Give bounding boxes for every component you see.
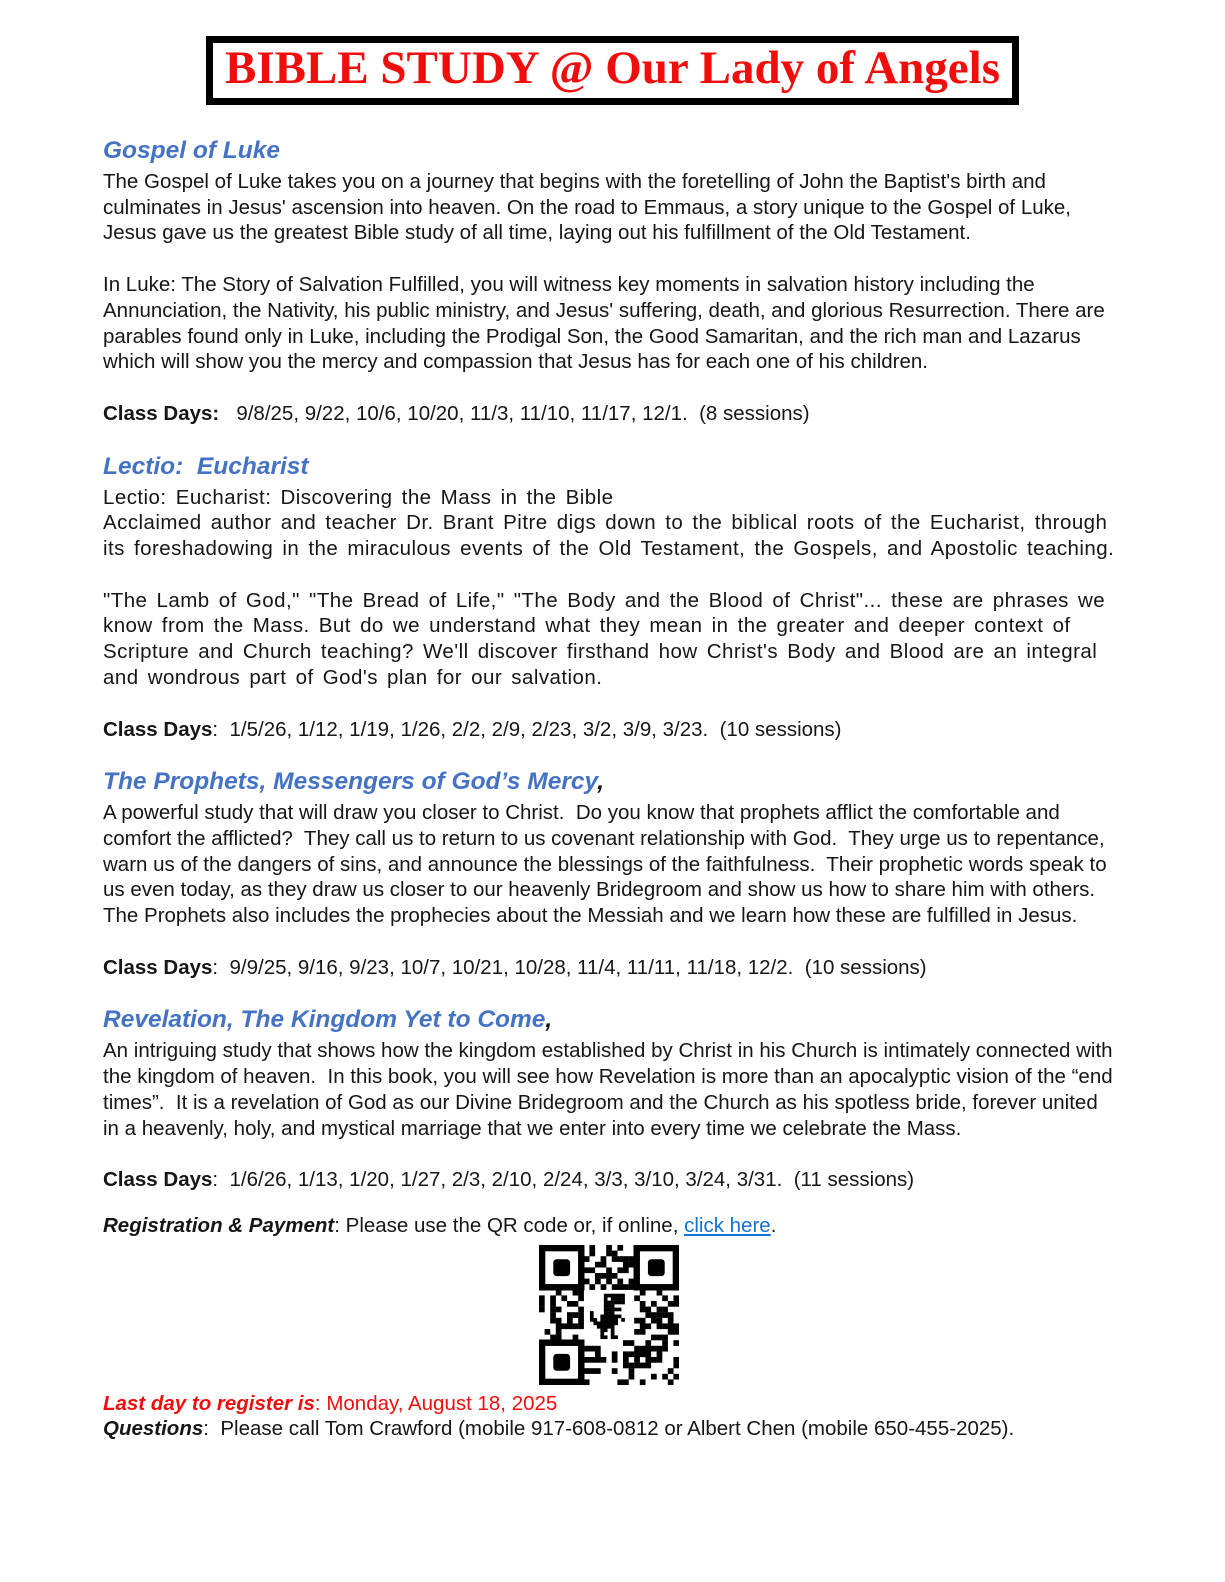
section-gospel-of-luke xyxy=(103,136,1115,427)
last-day-date: : Monday, August 18, 2025 xyxy=(314,1391,558,1415)
click-here-link[interactable]: click here xyxy=(684,1213,771,1237)
content-column xyxy=(103,136,1119,1442)
class-days-label: Class Days xyxy=(103,955,213,979)
heading-text: Lectio: Eucharist xyxy=(103,452,309,480)
last-day-line xyxy=(103,1391,1115,1417)
paragraph: A powerful study that will draw you closer to Christ. Do you know that prophets afflict the comfortable and comfort the afflicted? They call us to return to us covenant relationship with God. They urge us to repentance, warn us of the dangers of sins, and announce the blessings of the faithfulness. Their prophetic words speak to us even today, as they draw us closer to our heavenly Bridegroom and show us how to share him with others. The Prophets also includes the prophecies about the Messiah and we learn how these are fulfilled in Jesus. xyxy=(103,801,1113,928)
class-days-dates: : 9/9/25, 9/16, 9/23, 10/7, 10/21, 10/28, 11/4, 11/11, 11/18, 12/2. (10 sessions) xyxy=(212,955,927,979)
heading-text: Revelation, The Kingdom Yet to Come xyxy=(103,1006,546,1034)
class-days-label: Class Days xyxy=(103,1168,213,1192)
heading-text: Gospel of Luke xyxy=(103,137,280,164)
paragraph: "The Lamb of God," "The Bread of Life," "The Body and the Blood of Christ"... these are phrases we know from the Mass. But do we understand what they mean in the greater and deeper context of Scripture and Church teaching? We'll discover firsthand how Christ's Body and Blood are an integral and wondrous part of God's plan for our salvation. xyxy=(103,588,1115,689)
class-days-line xyxy=(103,1167,1115,1193)
registration-label: Registration & Payment xyxy=(103,1213,335,1237)
title-box xyxy=(206,36,1019,105)
title-section xyxy=(0,0,1225,105)
class-days-line xyxy=(103,401,1115,427)
paragraph: An intriguing study that shows how the kingdom established by Christ in his Church is intimately connected with the kingdom of heaven. In this book, you will see how Revelation is more than an apocalyptic vision of the “end times”. It is a revelation of God as our Divine Bridegroom and the Church as his spotless bride, forever united in a heavenly, holy, and mystical marriage that we enter into every time we celebrate the Mass. xyxy=(103,1039,1119,1140)
section-heading xyxy=(103,136,1115,166)
section-heading xyxy=(103,1005,1115,1035)
page-title: BIBLE STUDY @ Our Lady of Angels xyxy=(224,42,1001,94)
paragraph: In Luke: The Story of Salvation Fulfilled, you will witness key moments in salvation history including the Annunciation, the Nativity, his public ministry, and Jesus' suffering, death, and glorious Resurrection. There are parables found only in Luke, including the Prodigal Son, the Good Samaritan, and the rich man and Lazarus which will show you the mercy and compassion that Jesus has for each one of his children. xyxy=(103,273,1111,374)
registration-suffix: . xyxy=(770,1213,777,1237)
section-the-prophets xyxy=(103,767,1115,980)
registration-line xyxy=(103,1213,1115,1239)
class-days-label: Class Days xyxy=(103,717,213,741)
last-day-label: Last day to register is xyxy=(103,1391,315,1415)
class-days-dates: : 1/5/26, 1/12, 1/19, 1/26, 2/2, 2/9, 2/23, 3/2, 3/9, 3/23. (10 sessions) xyxy=(212,717,842,741)
qr-wrap xyxy=(103,1245,1115,1385)
class-days-line xyxy=(103,955,1115,981)
questions-label: Questions xyxy=(103,1417,204,1441)
questions-text: : Please call Tom Crawford (mobile 917-608-0812 or Albert Chen (mobile 650-455-2025). xyxy=(203,1417,1015,1441)
section-heading xyxy=(103,452,1115,482)
class-days-dates: 9/8/25, 9/22, 10/6, 10/20, 11/3, 11/10, 11/17, 12/1. (8 sessions) xyxy=(219,401,810,425)
section-revelation xyxy=(103,1005,1119,1193)
class-days-line xyxy=(103,717,1115,743)
class-days-label: Class Days: xyxy=(103,401,220,425)
heading-text: The Prophets, Messengers of God’s Mercy xyxy=(103,768,598,796)
section-lectio-eucharist xyxy=(103,452,1115,743)
paragraph: Lectio: Eucharist: Discovering the Mass in the Bible xyxy=(103,485,614,509)
section-heading xyxy=(103,767,1115,797)
class-days-dates: : 1/6/26, 1/13, 1/20, 1/27, 2/3, 2/10, 2/24, 3/3, 3/10, 3/24, 3/31. (11 sessions) xyxy=(212,1168,915,1192)
heading-suffix: , xyxy=(545,1006,553,1034)
registration-text: : Please use the QR code or, if online, xyxy=(334,1213,685,1237)
qr-code-icon xyxy=(539,1245,679,1385)
questions-line xyxy=(103,1416,1115,1442)
paragraph: Acclaimed author and teacher Dr. Brant Pitre digs down to the biblical roots of the Eucharist, through its foreshadowing in the miraculous events of the Old Testament, the Gospels, and Apostolic teaching. xyxy=(103,511,1117,561)
heading-suffix: , xyxy=(597,768,605,796)
paragraph: The Gospel of Luke takes you on a journey that begins with the foretelling of John the Baptist's birth and culminates in Jesus' ascension into heaven. On the road to Emmaus, a story unique to the Gospel of Luke, Jesus gave us the greatest Bible study of all time, laying out his fulfillment of the Old Testament. xyxy=(103,170,1077,245)
